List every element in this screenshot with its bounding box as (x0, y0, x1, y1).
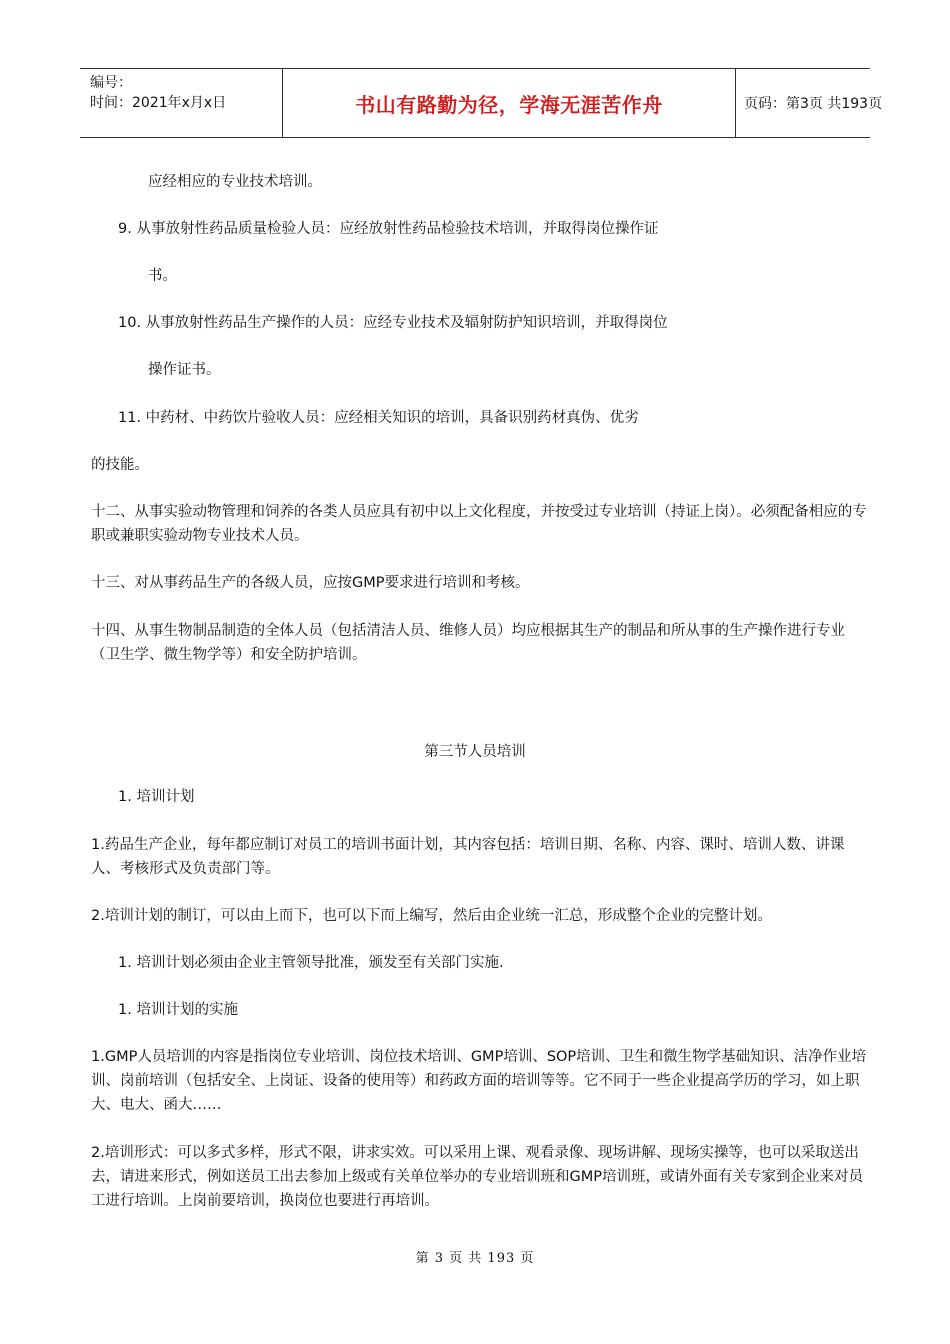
text-line: 的技能。 (91, 457, 149, 473)
header-page-info: 页码：第3页 共193页 (744, 96, 883, 112)
paragraph-plan-1: 1.药品生产企业，每年都应制订对员工的培训书面计划，其内容包括：培训日期、名称、内容、课时、培训人数、讲课人、考核形式及负责部门等。 (91, 837, 845, 877)
paragraph-plan-2: 2.培训计划的制订，可以由上而下，也可以下而上编写，然后由企业统一汇总，形成整个企业的完整计划。 (91, 908, 772, 924)
subheading-approve: 1. 培训计划必须由企业主管领导批准，颁发至有关部门实施. (118, 955, 504, 971)
paragraph-14: 十四、从事生物制品制造的全体人员（包括清洁人员、维修人员）均应根据其生产的制品和所从事的生产操作进行专业（卫生学、微生物学等）和安全防护培训。 (91, 623, 845, 663)
subheading-plan: 1. 培训计划 (118, 789, 195, 805)
list-item-10: 10. 从事放射性药品生产操作的人员：应经专业技术及辐射防护知识培训，并取得岗位 (118, 315, 668, 331)
paragraph-12: 十二、从事实验动物管理和饲养的各类人员应具有初中以上文化程度，并按受过专业培训（持证上岗）。必须配备相应的专职或兼职实验动物专业技术人员。 (91, 504, 867, 544)
list-item-11: 11. 中药材、中药饮片验收人员：应经相关知识的培训，具备识别药材真伪、优劣 (118, 410, 639, 426)
page-footer: 第 3 页 共 193 页 (415, 1251, 535, 1266)
page-header (80, 68, 883, 138)
text-line: 应经相应的专业技术培训。 (148, 174, 322, 190)
document-number: 编号： (90, 75, 132, 91)
list-item-9: 9. 从事放射性药品质量检验人员：应经放射性药品检验技术培训，并取得岗位操作证 (118, 221, 659, 237)
paragraph-13: 十三、对从事药品生产的各级人员，应按GMP要求进行培训和考核。 (91, 575, 530, 591)
paragraph-impl-1: 1.GMP人员培训的内容是指岗位专业培训、岗位技术培训、GMP培训、SOP培训、卫生和微生物学基础知识、洁净作业培训、岗前培训（包括安全、上岗证、设备的使用等）和药政方面的培训等等。它不同于一些企业提高学历的学习，如上职大、电大、函大…… (91, 1049, 867, 1113)
header-motto: 书山有路勤为径，学海无涯苦作舟 (282, 69, 736, 137)
header-meta (90, 73, 280, 113)
section-title: 第三节人员培训 (424, 744, 526, 760)
text-line: 操作证书。 (148, 362, 221, 378)
text-line: 书。 (148, 268, 177, 284)
subheading-implementation: 1. 培训计划的实施 (118, 1002, 238, 1018)
paragraph-impl-2: 2.培训形式：可以多式多样，形式不限，讲求实效。可以采用上课、观看录像、现场讲解、现场实操等，也可以采取送出去，请进来形式，例如送员工出去参加上级或有关单位举办的专业培训班和GMP培训班，或请外面有关专家到企业来对员工进行培训。上岗前要培训，换岗位也要进行再培训。 (91, 1145, 863, 1209)
document-date: 时间：2021年x月x日 (90, 95, 227, 111)
